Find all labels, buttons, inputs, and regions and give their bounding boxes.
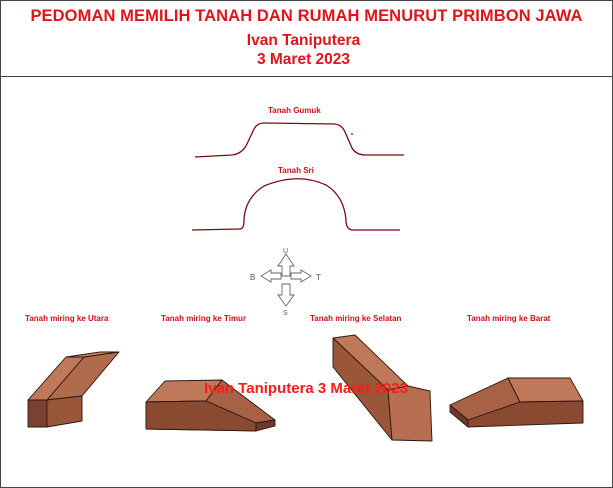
tanah-gumuk-label: Tanah Gumuk — [268, 106, 321, 115]
slope-west-label: Tanah miring ke Barat — [467, 314, 551, 323]
sri-profile-line — [192, 179, 400, 230]
compass-north-letter: U — [283, 248, 289, 255]
compass-south-letter: S — [283, 310, 288, 317]
watermark-text: Ivan Taniputera 3 Maret 2023 — [204, 380, 408, 397]
compass-east-letter: T — [316, 273, 321, 282]
page-title: PEDOMAN MEMILIH TANAH DAN RUMAH MENURUT PRIMBON JAWA — [30, 7, 583, 25]
tanah-sri-label: Tanah Sri — [278, 166, 314, 175]
slope-north-block — [28, 352, 119, 427]
slope-south-label: Tanah miring ke Selatan — [310, 314, 402, 323]
author-name: Ivan Taniputera — [246, 32, 361, 49]
gumuk-profile-line — [195, 123, 404, 157]
slope-north-label: Tanah miring ke Utara — [25, 314, 109, 323]
slope-west-block — [450, 378, 583, 427]
compass-west-letter: B — [250, 273, 256, 282]
gumuk-dot — [351, 133, 353, 135]
slope-east-label: Tanah miring ke Timur — [161, 314, 247, 323]
date-text: 3 Maret 2023 — [256, 51, 351, 68]
compass-icon — [261, 254, 311, 306]
